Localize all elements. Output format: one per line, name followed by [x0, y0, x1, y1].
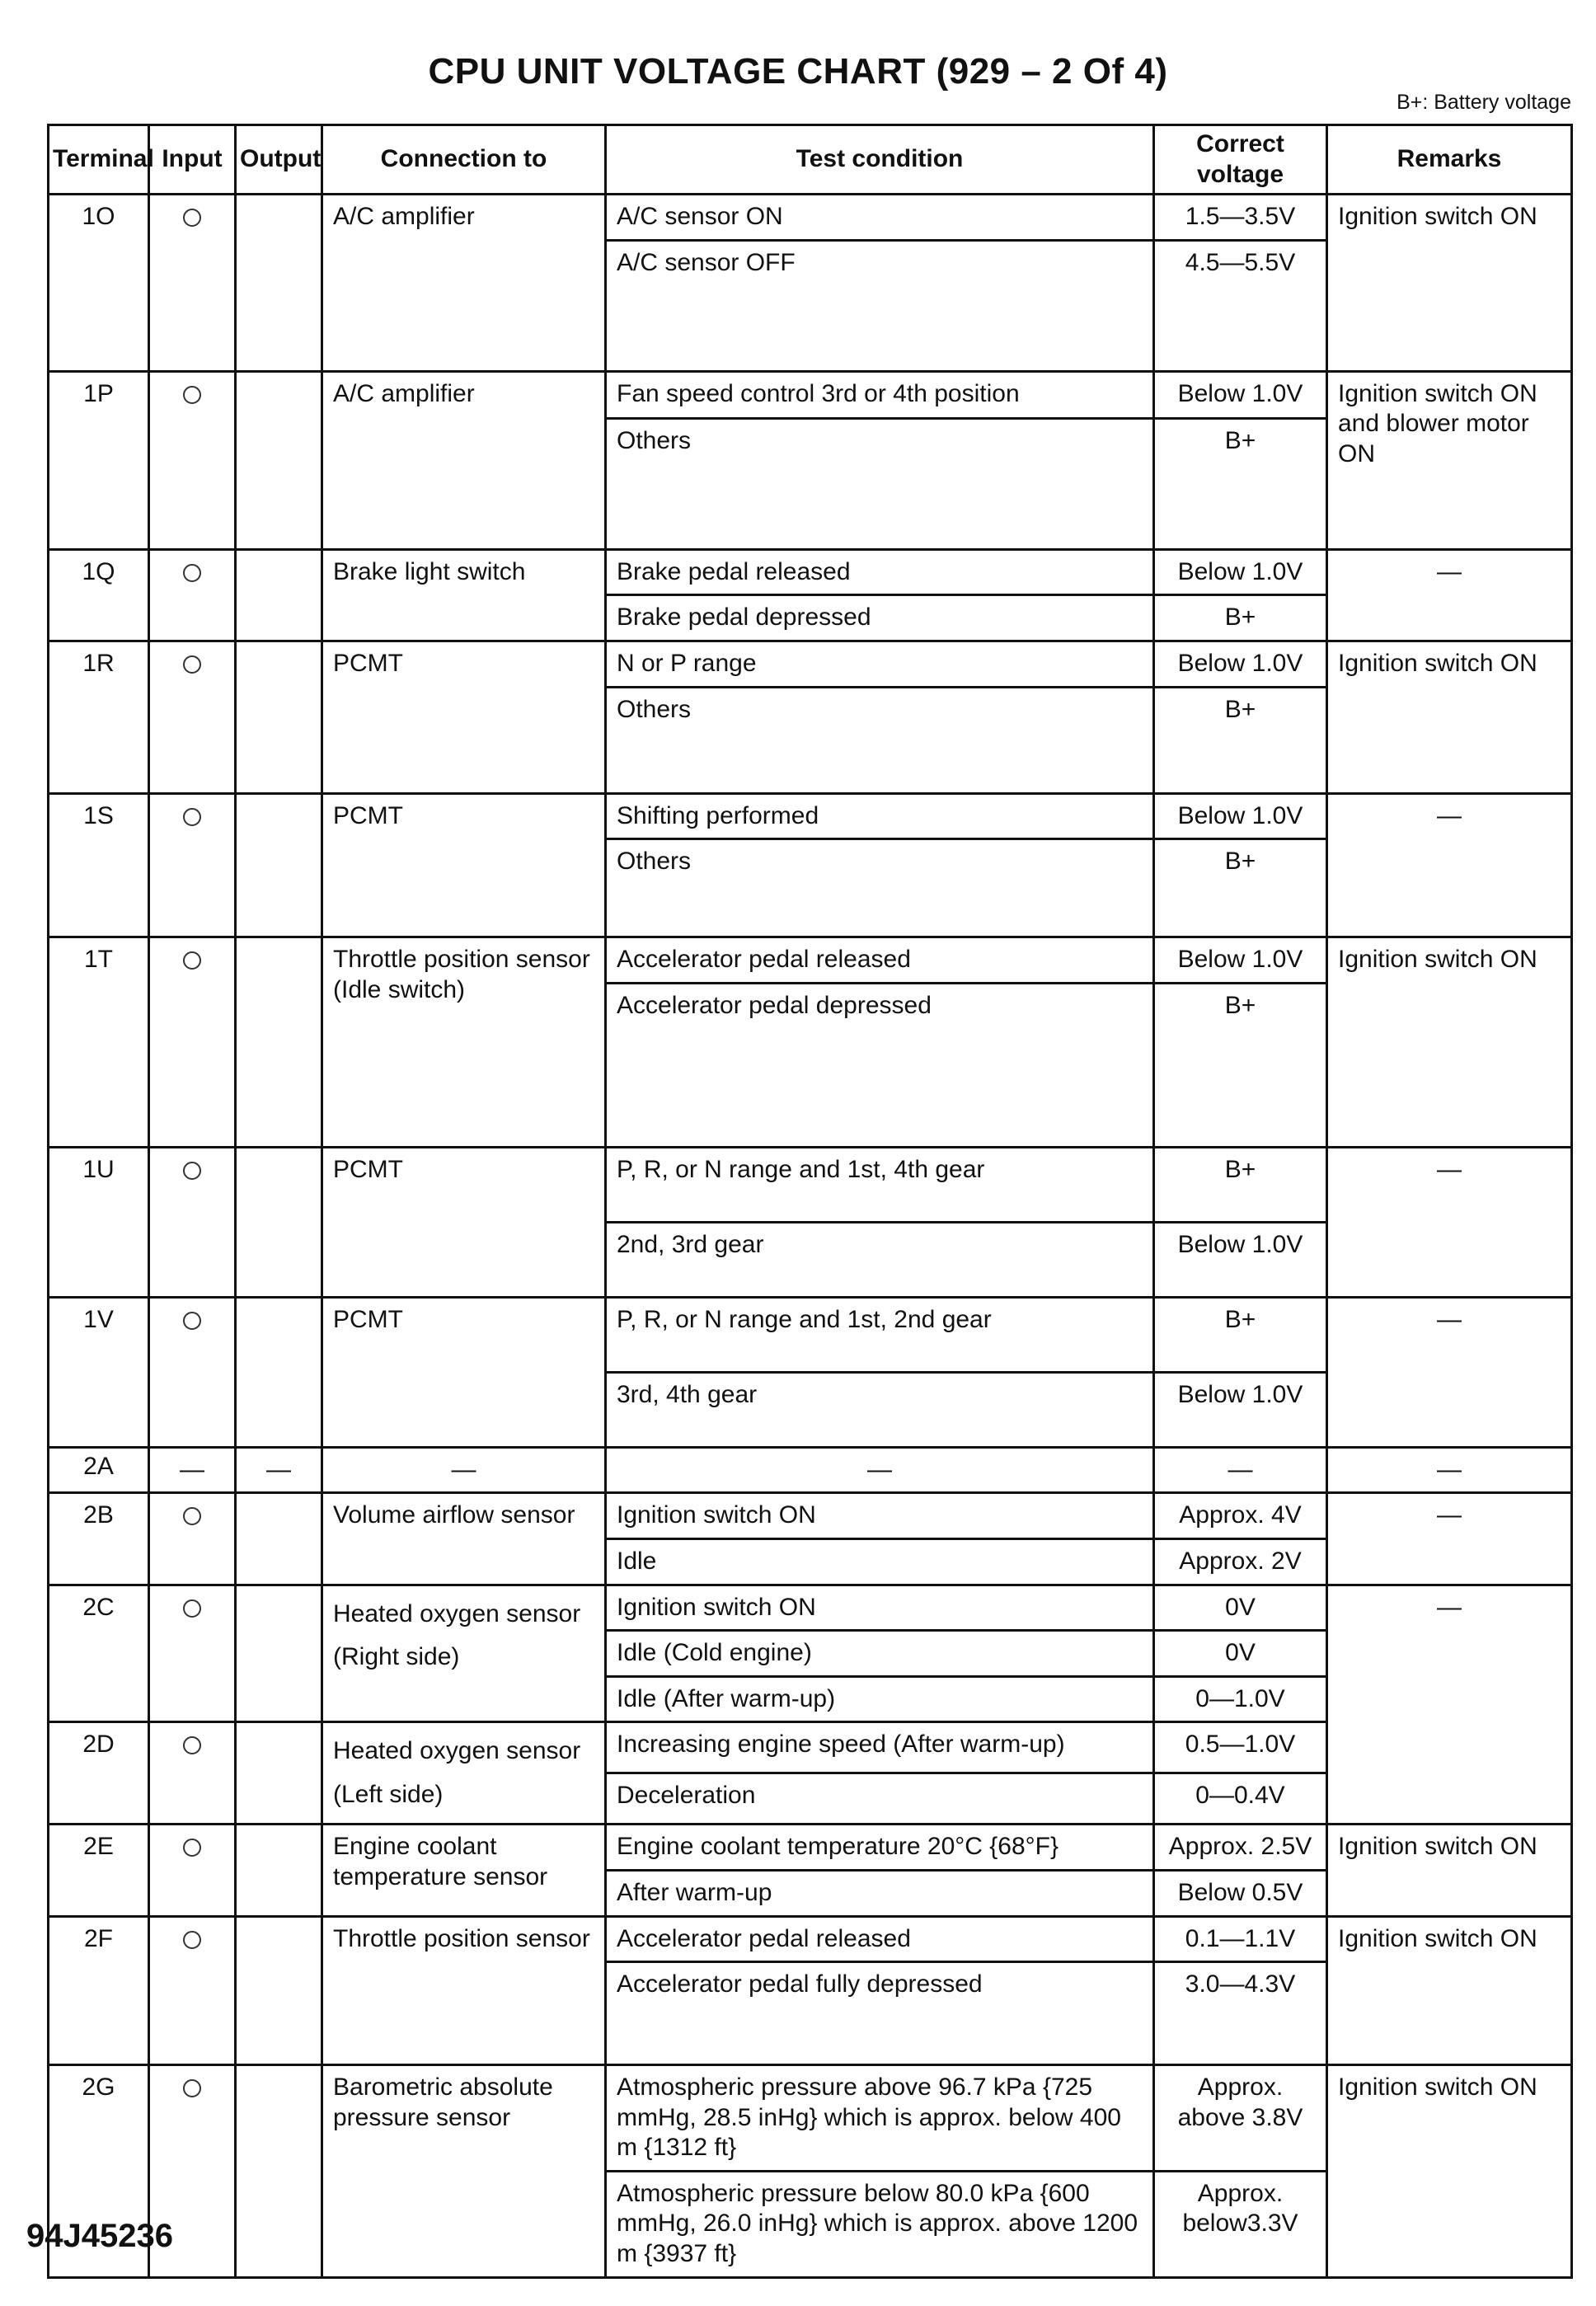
header-remarks: Remarks	[1327, 125, 1572, 195]
input-marker-icon	[183, 1931, 201, 1949]
connection-cell: A/C amplifier	[322, 371, 606, 549]
table-row	[49, 641, 1572, 687]
remarks-cell: Ignition switch ON	[1327, 1916, 1572, 2065]
table-row	[49, 1447, 1572, 1493]
voltage-cell: 3.0—4.3V	[1154, 1962, 1327, 2065]
remarks-cell: Ignition switch ON	[1327, 641, 1572, 793]
remarks-cell: Ignition switch ON	[1327, 195, 1572, 372]
voltage-cell: B+	[1154, 839, 1327, 937]
voltage-cell: 0V	[1154, 1585, 1327, 1631]
table-row	[49, 793, 1572, 839]
test-condition-cell: Idle (Cold engine)	[606, 1631, 1154, 1677]
voltage-cell: Approx. above 3.8V	[1154, 2065, 1327, 2172]
connection-cell: Brake light switch	[322, 549, 606, 641]
output-cell	[236, 1147, 322, 1297]
voltage-cell: Below 1.0V	[1154, 793, 1327, 839]
remarks-cell: —	[1327, 1493, 1572, 1585]
voltage-cell: B+	[1154, 1147, 1327, 1222]
input-cell	[149, 1297, 236, 1447]
remarks-cell: Ignition switch ON	[1327, 1825, 1572, 1916]
input-marker-icon	[183, 2079, 201, 2097]
input-cell	[149, 549, 236, 641]
legend-note: B+: Battery voltage	[1396, 91, 1571, 114]
input-marker-icon	[183, 1839, 201, 1857]
output-cell	[236, 937, 322, 1148]
table-row	[49, 1825, 1572, 1871]
remarks-cell: —	[1327, 793, 1572, 937]
connection-cell: Volume airflow sensor	[322, 1493, 606, 1585]
test-condition-cell: Ignition switch ON	[606, 1493, 1154, 1539]
test-condition-cell: Shifting performed	[606, 793, 1154, 839]
test-condition-cell: Idle	[606, 1538, 1154, 1585]
test-condition-cell: Atmospheric pressure below 80.0 kPa {600 mmHg, 26.0 inHg} which is approx. above 1200 m {3937 ft}	[606, 2171, 1154, 2277]
document-id: 94J45236	[26, 2218, 173, 2254]
remarks-cell: Ignition switch ON and blower motor ON	[1327, 371, 1572, 549]
input-marker-icon	[183, 1599, 201, 1618]
connection-cell: PCMT	[322, 641, 606, 793]
header-test-condition: Test condition	[606, 125, 1154, 195]
voltage-cell: 1.5—3.5V	[1154, 195, 1327, 241]
connection-cell: Throttle position sensor	[322, 1916, 606, 2065]
table-row	[49, 371, 1572, 418]
output-cell	[236, 1493, 322, 1585]
table-row	[49, 549, 1572, 595]
connection-cell: —	[322, 1447, 606, 1493]
input-cell	[149, 1585, 236, 1722]
test-condition-cell: N or P range	[606, 641, 1154, 687]
test-condition-cell: Others	[606, 418, 1154, 549]
remarks-cell: —	[1327, 1585, 1572, 1825]
terminal-cell: 1T	[49, 937, 149, 1148]
voltage-cell: Below 1.0V	[1154, 937, 1327, 984]
output-cell	[236, 1825, 322, 1916]
connection-cell: Throttle position sensor (Idle switch)	[322, 937, 606, 1148]
output-cell	[236, 371, 322, 549]
input-cell	[149, 1916, 236, 2065]
output-cell	[236, 641, 322, 793]
voltage-cell: B+	[1154, 1297, 1327, 1372]
input-cell: —	[149, 1447, 236, 1493]
remarks-cell: Ignition switch ON	[1327, 2065, 1572, 2278]
header-input: Input	[149, 125, 236, 195]
table-row	[49, 1147, 1572, 1222]
input-marker-icon	[183, 1312, 201, 1330]
header-correct-voltage: Correct voltage	[1154, 125, 1327, 195]
chart-title: CPU UNIT VOLTAGE CHART (929 – 2 Of 4)	[428, 51, 1168, 92]
test-condition-cell: 3rd, 4th gear	[606, 1372, 1154, 1447]
input-marker-icon	[183, 655, 201, 674]
test-condition-cell: Idle (After warm-up)	[606, 1676, 1154, 1722]
table-row	[49, 1493, 1572, 1539]
input-cell	[149, 793, 236, 937]
voltage-cell: Below 1.0V	[1154, 641, 1327, 687]
test-condition-cell: Accelerator pedal released	[606, 1916, 1154, 1962]
test-condition-cell: 2nd, 3rd gear	[606, 1222, 1154, 1297]
input-cell	[149, 1722, 236, 1825]
connection-cell: Barometric absolute pressure sensor	[322, 2065, 606, 2278]
voltage-cell: 0.5—1.0V	[1154, 1722, 1327, 1773]
terminal-cell: 1S	[49, 793, 149, 937]
table-row	[49, 2065, 1572, 2172]
header-connection: Connection to	[322, 125, 606, 195]
input-marker-icon	[183, 564, 201, 582]
terminal-cell: 1Q	[49, 549, 149, 641]
test-condition-cell: After warm-up	[606, 1870, 1154, 1916]
test-condition-cell: Engine coolant temperature 20°C {68°F}	[606, 1825, 1154, 1871]
test-condition-cell: Increasing engine speed (After warm-up)	[606, 1722, 1154, 1773]
test-condition-cell: Accelerator pedal fully depressed	[606, 1962, 1154, 2065]
voltage-cell: Below 1.0V	[1154, 549, 1327, 595]
terminal-cell: 2F	[49, 1916, 149, 2065]
connection-cell: Engine coolant temperature sensor	[322, 1825, 606, 1916]
terminal-cell: 2B	[49, 1493, 149, 1585]
test-condition-cell: Others	[606, 839, 1154, 937]
input-cell	[149, 1825, 236, 1916]
connection-cell: PCMT	[322, 1297, 606, 1447]
voltage-cell: Below 0.5V	[1154, 1870, 1327, 1916]
header-terminal: Terminal	[49, 125, 149, 195]
table-row	[49, 1297, 1572, 1372]
input-marker-icon	[183, 951, 201, 970]
table-row	[49, 937, 1572, 984]
test-condition-cell: Brake pedal released	[606, 549, 1154, 595]
voltage-cell: Approx. 4V	[1154, 1493, 1327, 1539]
test-condition-cell: Accelerator pedal released	[606, 937, 1154, 984]
test-condition-cell: Fan speed control 3rd or 4th position	[606, 371, 1154, 418]
test-condition-cell: Deceleration	[606, 1773, 1154, 1825]
voltage-cell: B+	[1154, 687, 1327, 793]
terminal-cell: 1R	[49, 641, 149, 793]
table-row	[49, 195, 1572, 241]
connection-cell: PCMT	[322, 1147, 606, 1297]
terminal-cell: 2A	[49, 1447, 149, 1493]
remarks-cell: —	[1327, 1147, 1572, 1297]
voltage-cell: Approx. 2V	[1154, 1538, 1327, 1585]
test-condition-cell: Brake pedal depressed	[606, 595, 1154, 641]
connection-cell: A/C amplifier	[322, 195, 606, 372]
output-cell	[236, 195, 322, 372]
input-marker-icon	[183, 1162, 201, 1180]
terminal-cell: 1V	[49, 1297, 149, 1447]
voltage-cell: Below 1.0V	[1154, 371, 1327, 418]
output-cell	[236, 1585, 322, 1722]
test-condition-cell: A/C sensor ON	[606, 195, 1154, 241]
input-marker-icon	[183, 386, 201, 404]
terminal-cell: 1O	[49, 195, 149, 372]
input-cell	[149, 1493, 236, 1585]
voltage-cell: 0—0.4V	[1154, 1773, 1327, 1825]
remarks-cell: Ignition switch ON	[1327, 937, 1572, 1148]
voltage-cell: 0V	[1154, 1631, 1327, 1677]
test-condition-cell: Ignition switch ON	[606, 1585, 1154, 1631]
voltage-cell: B+	[1154, 983, 1327, 1147]
input-marker-icon	[183, 209, 201, 227]
output-cell	[236, 1297, 322, 1447]
test-condition-cell: Atmospheric pressure above 96.7 kPa {725 mmHg, 28.5 inHg} which is approx. below 400 m {1312 ft}	[606, 2065, 1154, 2172]
terminal-cell: 1U	[49, 1147, 149, 1297]
output-cell	[236, 549, 322, 641]
terminal-cell: 2D	[49, 1722, 149, 1825]
input-marker-icon	[183, 808, 201, 826]
voltage-cell: 0—1.0V	[1154, 1676, 1327, 1722]
test-condition-cell: —	[606, 1447, 1154, 1493]
output-cell	[236, 2065, 322, 2278]
connection-cell: Heated oxygen sensor (Left side)	[322, 1722, 606, 1825]
input-cell	[149, 1147, 236, 1297]
output-cell	[236, 793, 322, 937]
remarks-cell: —	[1327, 1297, 1572, 1447]
header-row	[49, 125, 1572, 195]
remarks-cell: —	[1327, 1447, 1572, 1493]
header-output: Output	[236, 125, 322, 195]
voltage-cell: Approx. below3.3V	[1154, 2171, 1327, 2277]
connection-cell: Heated oxygen sensor (Right side)	[322, 1585, 606, 1722]
terminal-cell: 2G	[49, 2065, 149, 2278]
table-row	[49, 1585, 1572, 1631]
input-marker-icon	[183, 1736, 201, 1754]
terminal-cell: 2E	[49, 1825, 149, 1916]
connection-cell: PCMT	[322, 793, 606, 937]
test-condition-cell: Others	[606, 687, 1154, 793]
table-row	[49, 1916, 1572, 1962]
terminal-cell: 2C	[49, 1585, 149, 1722]
output-cell	[236, 1722, 322, 1825]
input-cell	[149, 195, 236, 372]
test-condition-cell: P, R, or N range and 1st, 2nd gear	[606, 1297, 1154, 1372]
voltage-cell: Below 1.0V	[1154, 1222, 1327, 1297]
test-condition-cell: Accelerator pedal depressed	[606, 983, 1154, 1147]
voltage-cell: —	[1154, 1447, 1327, 1493]
input-cell	[149, 371, 236, 549]
voltage-cell: B+	[1154, 595, 1327, 641]
terminal-cell: 1P	[49, 371, 149, 549]
voltage-cell: 0.1—1.1V	[1154, 1916, 1327, 1962]
voltage-table	[47, 124, 1573, 2279]
output-cell: —	[236, 1447, 322, 1493]
voltage-cell: Below 1.0V	[1154, 1372, 1327, 1447]
voltage-cell: 4.5—5.5V	[1154, 240, 1327, 371]
output-cell	[236, 1916, 322, 2065]
input-marker-icon	[183, 1507, 201, 1525]
voltage-cell: B+	[1154, 418, 1327, 549]
remarks-cell: —	[1327, 549, 1572, 641]
input-cell	[149, 937, 236, 1148]
test-condition-cell: A/C sensor OFF	[606, 240, 1154, 371]
test-condition-cell: P, R, or N range and 1st, 4th gear	[606, 1147, 1154, 1222]
input-cell	[149, 641, 236, 793]
voltage-cell: Approx. 2.5V	[1154, 1825, 1327, 1871]
